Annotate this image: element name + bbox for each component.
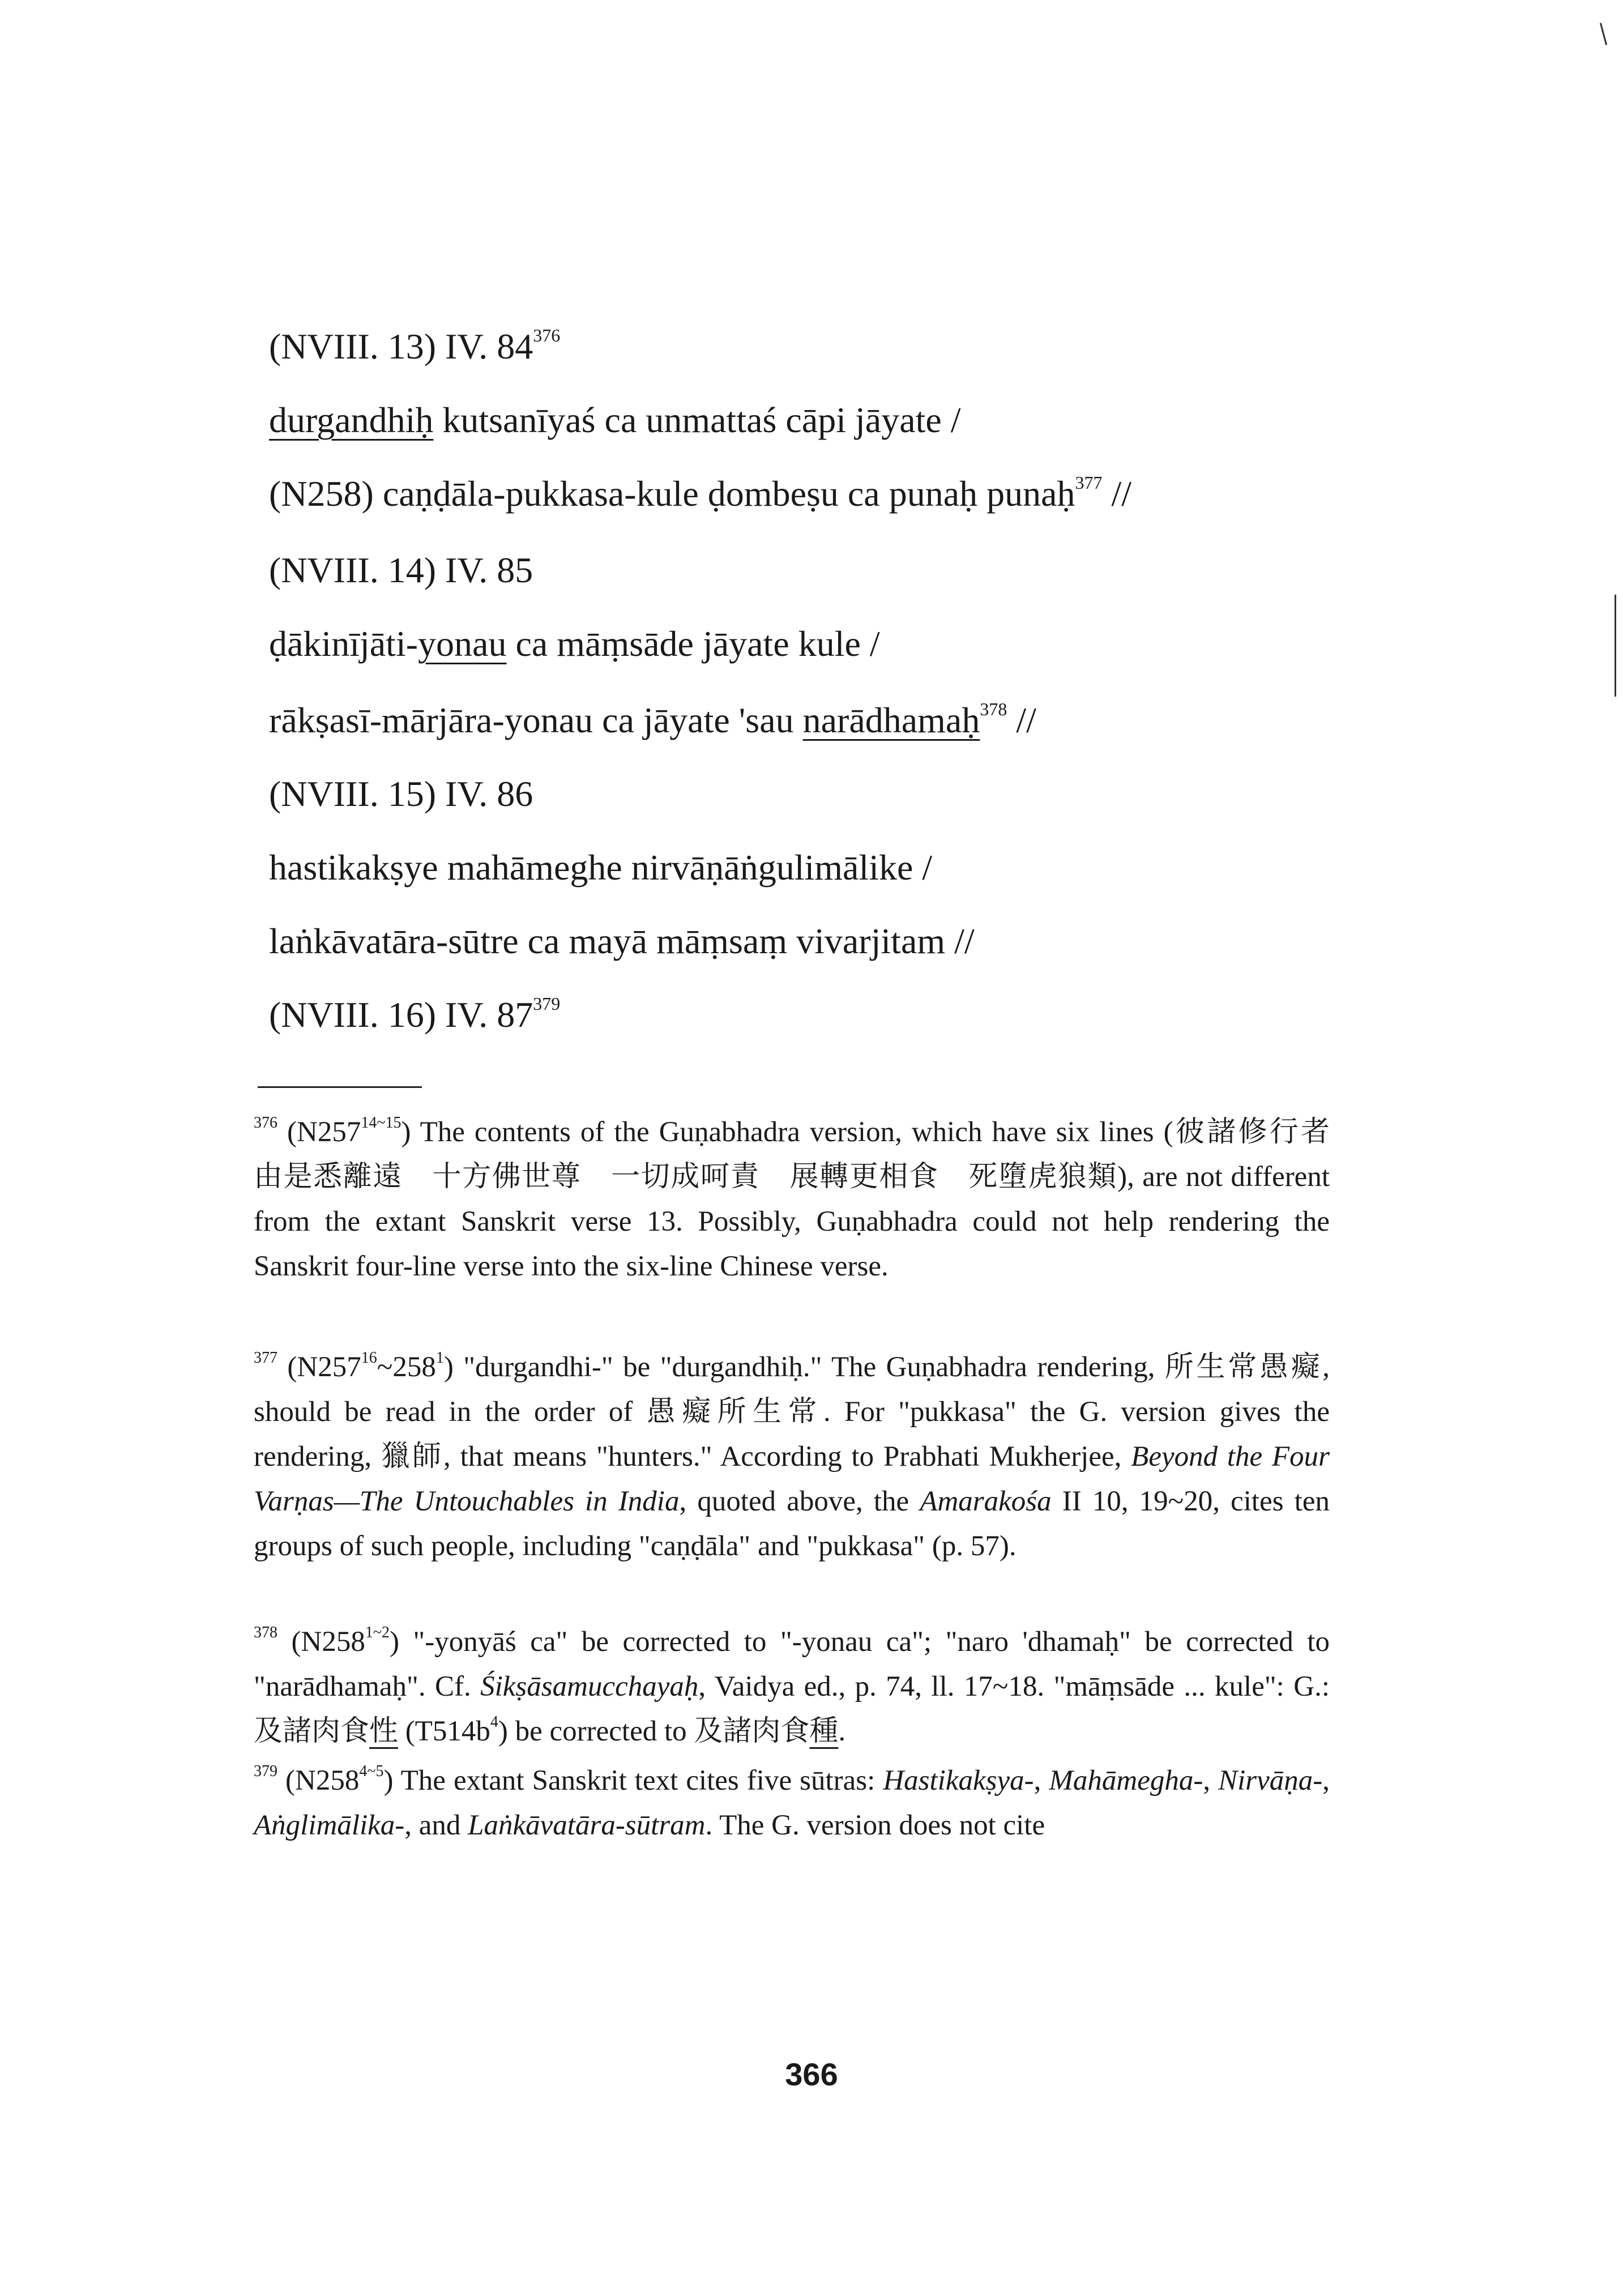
underlined-yonau: yonau [418,624,507,664]
footnote-separator [258,1086,422,1088]
verse-line-1b: (N258) caṇḍāla-pukkasa-kule ḍombeṣu ca punaḥ punaḥ$^{377}$ // [269,472,1132,514]
verse-line-2b: rākṣasī-mārjāra-yonau ca jāyate 'sau narādhamaḥ$^{378}$ // [269,699,1036,740]
footnote-marker-378[interactable]: 378 [980,699,1007,719]
verse-line-3a: hastikakṣye mahāmeghe nirvāṇāṅgulimālike / [269,847,933,887]
footnote-marker-379[interactable]: 379 [533,993,561,1014]
verse-line-1a: durgandhiḥ kutsanīyaś ca unmattaś cāpi jāyate / [269,400,961,440]
page-number: 366 [785,2056,838,2092]
underlined-naradhamah: narādhamaḥ [802,700,980,740]
verse-reference-87: (NVIII. 16) IV. $87^{379}$ [269,993,561,1035]
scan-mark-right-edge [1615,595,1616,697]
underlined-durgandhih: durgandhiḥ [269,400,434,440]
footnote-marker-377[interactable]: 377 [1075,472,1103,493]
verse-reference-84: (NVIII. 13) IV. $84^{376}$ [269,325,561,366]
footnote-marker-376[interactable]: 376 [533,325,561,345]
footnote-376: $^{376}$ $(N257^{14\sim 15})$ The contents of the Guṇabhadra version, which have six lines (彼諸修行者 由是悉離遠 十方佛世尊 一切成呵責 展轉更相食 死墮虎狼類), are not different from the extant Sanskrit verse 13. Possibly, Guṇabhadra could not help rendering the Sanskrit four-line verse into the six-line Chinese verse. [254,1114,1359,1282]
verse-line-3b: laṅkāvatāra-sūtre ca mayā māṃsaṃ vivarjitam // [269,921,975,961]
verse-reference-86: (NVIII. 15) IV. 86 [269,774,533,814]
footnote-377: $^{377}$ $(N257^{16}\sim 258^1)$ "durgandhi-" be "durgandhiḥ." The Guṇabhadra rendering, 所生常愚癡, should be read in the order of 愚癡所生常. For "pukkasa" the G. version gives the rendering, 獵師, that means "hunters." According to Prabhati Mukherjee, Beyond the Four Varṇas—The Untouchables in India, quoted above, the Amarakośa II 10, 19~20, cites ten groups of such people, including "caṇḍāla" and "pukkasa" (p. 57). [254,1349,1330,1562]
verse-line-2a: ḍākinījāti-yonau ca māṃsāde jāyate kule / [269,624,880,664]
scan-mark-top-right [1600,23,1607,45]
footnote-379: $^{379}$ $(N258^{4\sim 5})$ The extant Sanskrit text cites five sūtras: Hastikakṣya-, Mahāmegha-, Nirvāṇa-, Aṅglimālika-, and Laṅkāvatāra-sūtram. The G. version does not cite [254,1762,1330,1841]
footnote-378: $^{378}$ $(N258^{1\sim 2})$ "-yonyāś ca" be corrected to "-yonau ca"; "naro 'dhamaḥ" be corrected to "narādhamaḥ". Cf. Śikṣāsamucchayaḥ, Vaidya ed., p. 74, ll. 17~18. "māṃsāde ... kule": G.: 及諸肉食性 $(T514b^4)$ be corrected to 及諸肉食種. [254,1624,1330,1747]
verse-reference-85: (NVIII. 14) IV. 85 [269,550,533,590]
